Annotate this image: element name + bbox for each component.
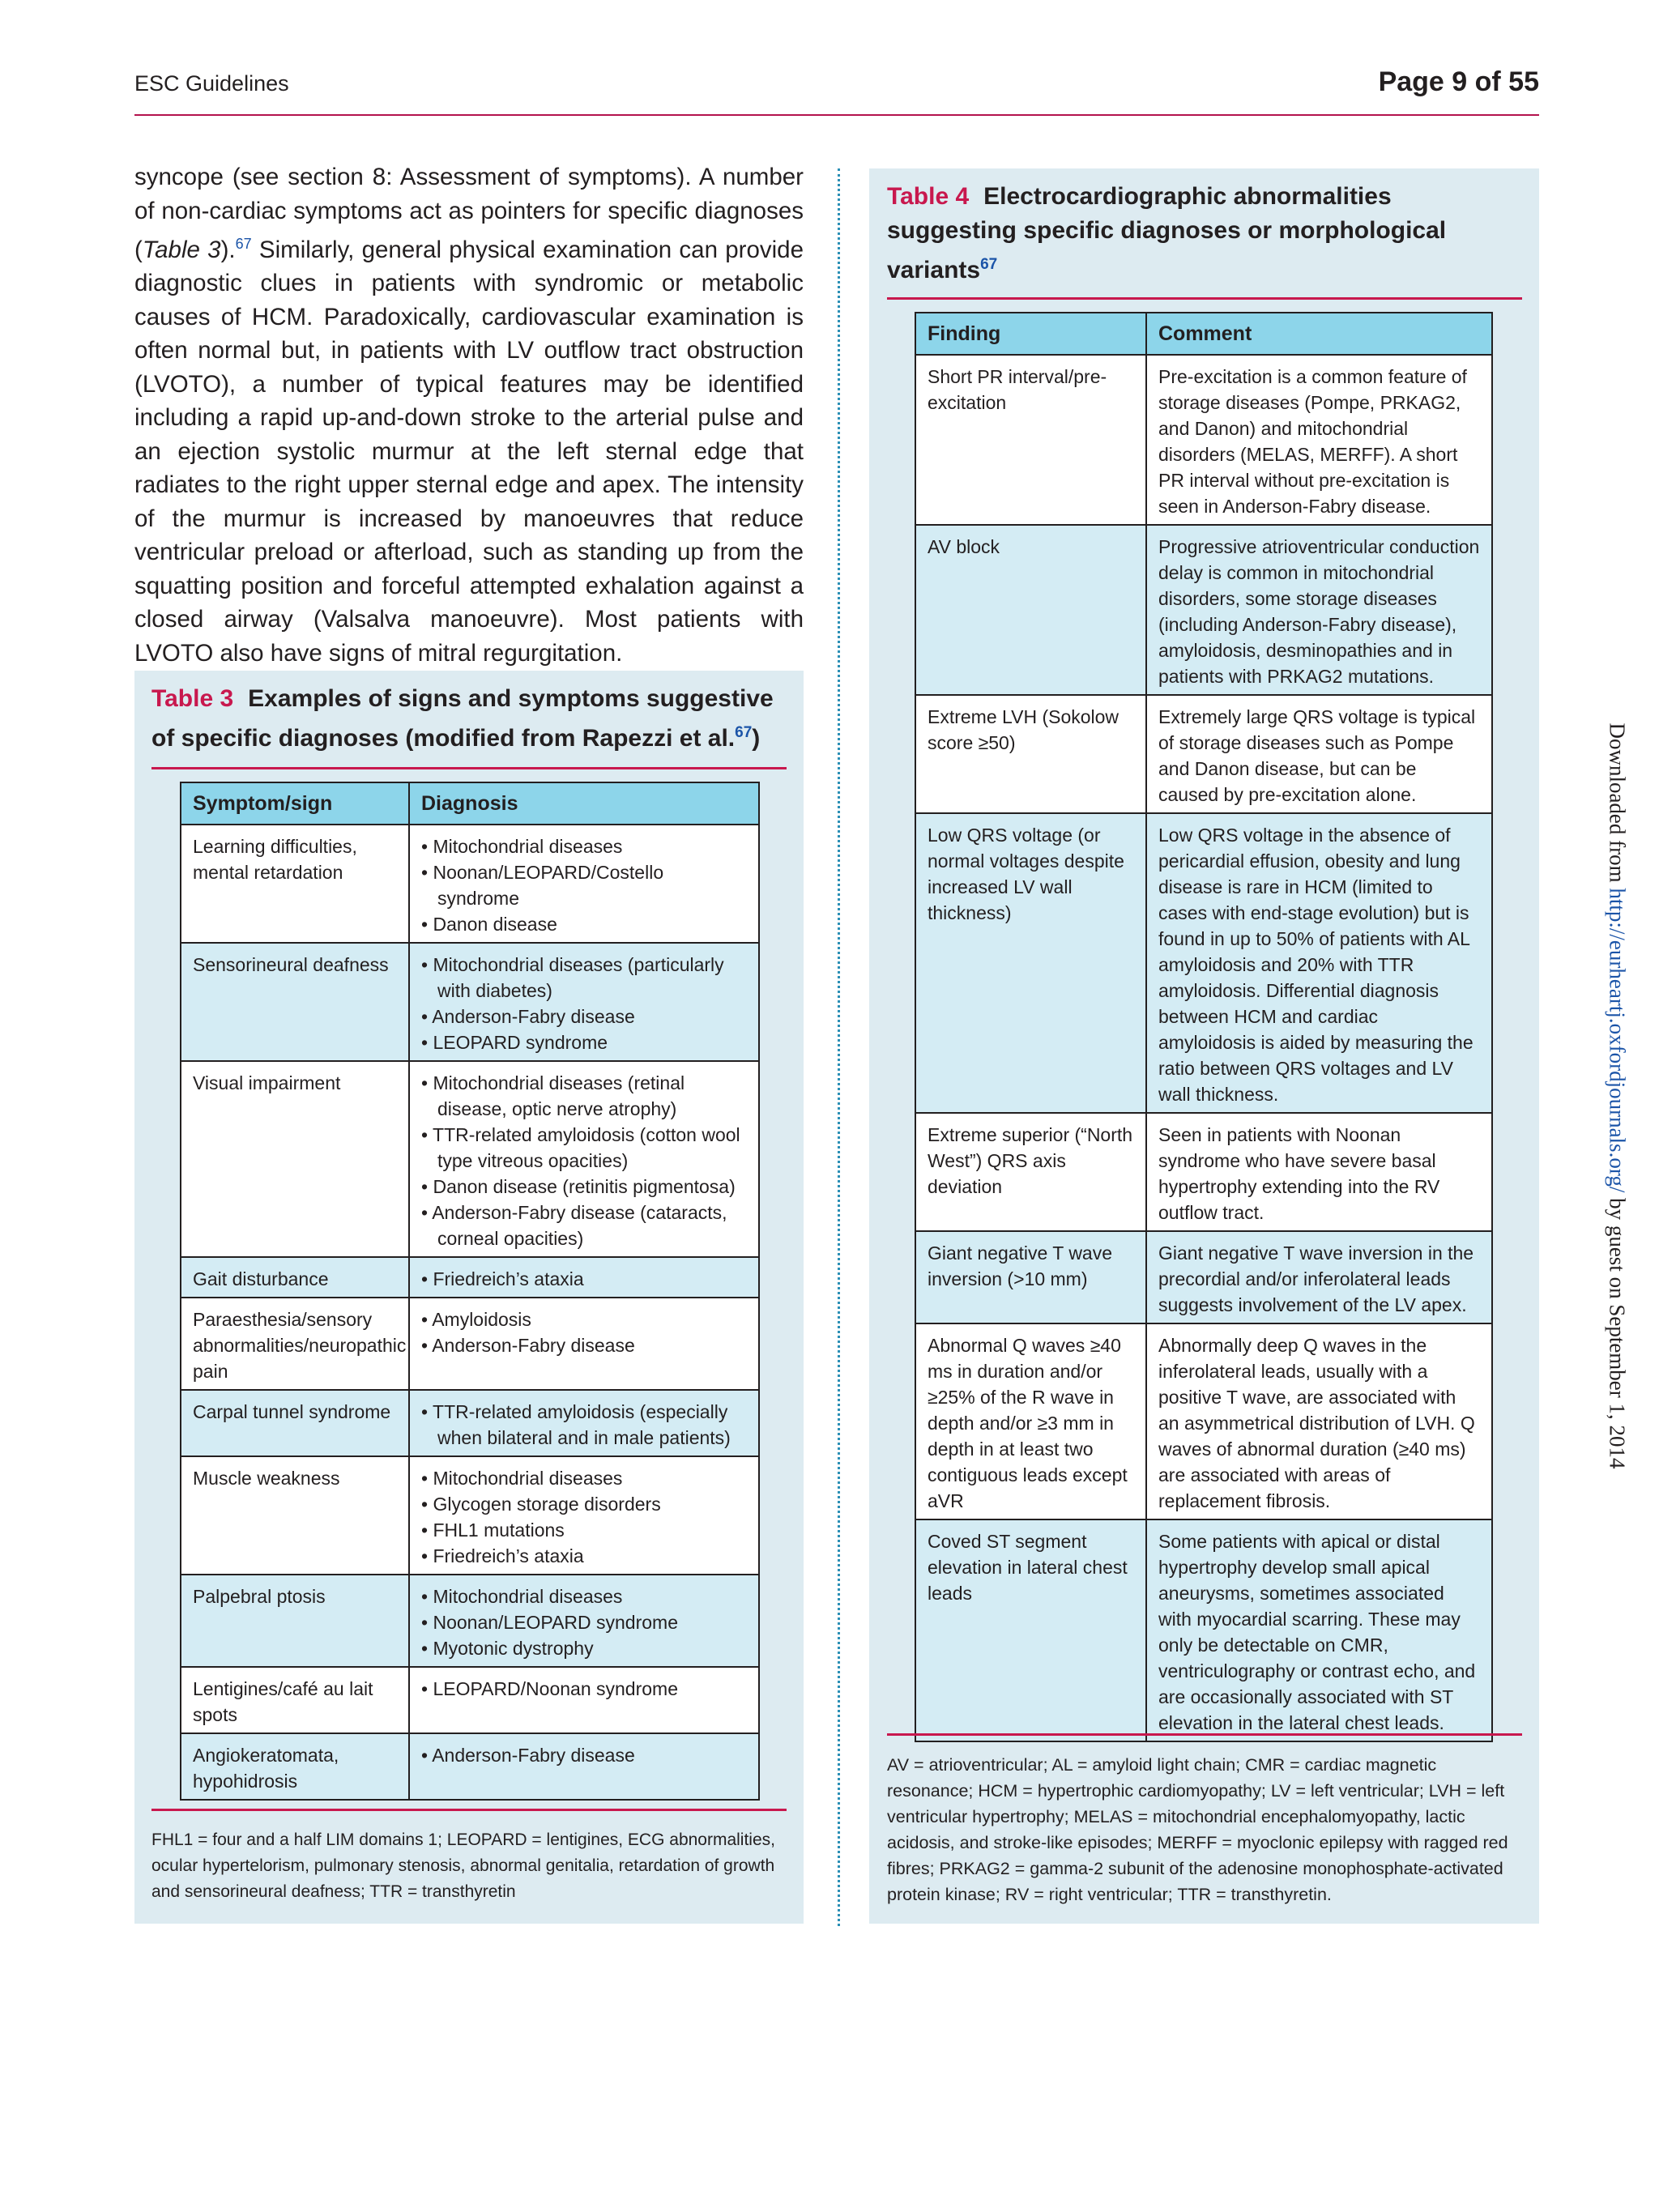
journal-name: ESC Guidelines [134, 71, 289, 96]
body-paragraph [134, 160, 804, 670]
table4-box [869, 168, 1539, 1924]
table-row [181, 825, 759, 943]
diagnosis-cell [409, 1257, 759, 1298]
diagnosis-cell [409, 1390, 759, 1456]
table-reference: Table 3 [142, 236, 221, 263]
table-row [181, 1667, 759, 1733]
comment-cell: Abnormally deep Q waves in the inferolateral leads, usually with a positive T wave, are associated with an asymmetrical distribution of LVH. Q waves of abnormal duration (≥40 ms) are associated with areas of replacement fibrosis. [1146, 1323, 1492, 1519]
symptom-cell: Visual impairment [181, 1061, 409, 1257]
table4-header-comment: Comment [1146, 313, 1492, 355]
table-row [915, 813, 1492, 1113]
comment-cell: Seen in patients with Noonan syndrome who have severe basal hypertrophy extending into the RV outflow tract. [1146, 1113, 1492, 1231]
diagnosis-item: • Anderson-Fabry disease [421, 1004, 747, 1029]
symptom-cell: Palpebral ptosis [181, 1575, 409, 1667]
table3-top-rule [151, 767, 787, 769]
table4-title-text: Electrocardiographic abnormalities suggesting specific diagnoses or morphological variants [887, 183, 1447, 283]
table-row [181, 1456, 759, 1575]
diagnosis-item: • TTR-related amyloidosis (especially when bilateral and in male patients) [421, 1399, 747, 1451]
header-rule [134, 114, 1539, 116]
diagnosis-cell [409, 943, 759, 1061]
symptom-cell: Gait disturbance [181, 1257, 409, 1298]
table-row [181, 1298, 759, 1390]
table-row [915, 1519, 1492, 1741]
table3-title-text: Examples of signs and symptoms suggestive of specific diagnoses (modified from Rapezzi et al. [151, 685, 774, 752]
finding-cell: Extreme superior (“North West”) QRS axis deviation [915, 1113, 1146, 1231]
diagnosis-cell [409, 1733, 759, 1800]
table3-header-diagnosis: Diagnosis [409, 782, 759, 825]
diagnosis-item: • Amyloidosis [421, 1306, 747, 1332]
diagnosis-item: • Danon disease [421, 911, 747, 937]
diagnosis-item: • Mitochondrial diseases [421, 833, 747, 859]
diagnosis-item: • FHL1 mutations [421, 1517, 747, 1543]
table4-header-finding: Finding [915, 313, 1146, 355]
table-row [915, 1113, 1492, 1231]
diagnosis-cell [409, 1298, 759, 1390]
table-row [915, 695, 1492, 813]
column-divider [838, 168, 840, 1926]
diagnosis-cell [409, 825, 759, 943]
page-number: Page 9 of 55 [1378, 66, 1539, 97]
table4-top-rule [887, 297, 1522, 300]
table4-title [887, 180, 1454, 288]
diagnosis-item: • LEOPARD syndrome [421, 1029, 747, 1055]
symptom-cell: Angiokeratomata, hypohidrosis [181, 1733, 409, 1800]
diagnosis-cell [409, 1667, 759, 1733]
finding-cell: Abnormal Q waves ≥40 ms in duration and/or ≥25% of the R wave in depth and/or ≥3 mm in depth in at least two contiguous leads except aVR [915, 1323, 1146, 1519]
finding-cell: AV block [915, 525, 1146, 695]
symptom-cell: Sensorineural deafness [181, 943, 409, 1061]
download-link[interactable]: http://eurheartj.oxfordjournals.org/ [1605, 888, 1630, 1193]
table3-number: Table 3 [151, 685, 234, 712]
table4-citation[interactable]: 67 [980, 256, 998, 273]
table-row [915, 1323, 1492, 1519]
diagnosis-cell [409, 1061, 759, 1257]
diagnosis-cell [409, 1456, 759, 1575]
table3 [180, 782, 760, 1801]
comment-cell: Progressive atrioventricular conduction delay is common in mitochondrial disorders, some storage diseases (including Anderson-Fabry disease), amyloidosis, desminopathies and in patients with PRKAG2 mutations. [1146, 525, 1492, 695]
diagnosis-item: • Friedreich’s ataxia [421, 1543, 747, 1569]
citation-link[interactable]: 67 [235, 236, 252, 252]
finding-cell: Short PR interval/pre-excitation [915, 355, 1146, 525]
diagnosis-item: • Anderson-Fabry disease [421, 1742, 747, 1768]
comment-cell: Low QRS voltage in the absence of pericardial effusion, obesity and lung disease is rare in HCM (limited to cases with end-stage evolution) but is found in up to 50% of patients with AL amyloidosis and 20% with TTR amyloidosis. Differential diagnosis between HCM and cardiac amyloidosis is aided by measuring the ratio between QRS voltages and LV wall thickness. [1146, 813, 1492, 1113]
diagnosis-item: • Anderson-Fabry disease (cataracts, corneal opacities) [421, 1200, 747, 1251]
table3-citation[interactable]: 67 [735, 724, 753, 741]
diagnosis-item: • Noonan/LEOPARD syndrome [421, 1609, 747, 1635]
table3-header-symptom: Symptom/sign [181, 782, 409, 825]
table4-bottom-rule [887, 1733, 1522, 1736]
finding-cell: Giant negative T wave inversion (>10 mm) [915, 1231, 1146, 1323]
table-row [181, 943, 759, 1061]
table-row [181, 1390, 759, 1456]
table3-box [134, 671, 804, 1924]
download-note-prefix: Downloaded from [1605, 722, 1630, 889]
comment-cell: Pre-excitation is a common feature of storage diseases (Pompe, PRKAG2, and Danon) and mitochondrial disorders (MELAS, MERFF). A short PR interval without pre-excitation is seen in Anderson-Fabry disease. [1146, 355, 1492, 525]
table3-footnote: FHL1 = four and a half LIM domains 1; LEOPARD = lentigines, ECG abnormalities, ocular hypertelorism, pulmonary stenosis, abnormal genitalia, retardation of growth and sensorineural deafness; TTR = transthyretin [151, 1831, 775, 1901]
finding-cell: Extreme LVH (Sokolow score ≥50) [915, 695, 1146, 813]
comment-cell: Extremely large QRS voltage is typical of storage diseases such as Pompe and Danon disease, but can be caused by pre-excitation alone. [1146, 695, 1492, 813]
table3-title [151, 682, 791, 756]
table-row [181, 1061, 759, 1257]
table4-footnote: AV = atrioventricular; AL = amyloid light chain; CMR = cardiac magnetic resonance; HCM = hypertrophic cardiomyopathy; LV = left ventricular; LVH = left ventricular hypertrophy; MELAS = mitochondrial encephalomyopathy, lactic acidosis, and stroke-like episodes; MERFF = myoclonic epilepsy with ragged red fibres; PRKAG2 = gamma-2 subunit of the adenosine monophosphate-activated protein kinase; RV = right ventricular; TTR = transthyretin. [887, 1755, 1508, 1904]
comment-cell: Some patients with apical or distal hypertrophy develop small apical aneurysms, sometimes associated with myocardial scarring. These may only be detectable on CMR, ventriculography or contrast echo, and are occasionally associated with ST elevation in the lateral chest leads. [1146, 1519, 1492, 1741]
diagnosis-item: • Mitochondrial diseases [421, 1583, 747, 1609]
diagnosis-item: • Danon disease (retinitis pigmentosa) [421, 1174, 747, 1200]
symptom-cell: Lentigines/café au lait spots [181, 1667, 409, 1733]
diagnosis-item: • Mitochondrial diseases (retinal disease, optic nerve atrophy) [421, 1070, 747, 1122]
symptom-cell: Muscle weakness [181, 1456, 409, 1575]
body-text-rest: Similarly, general physical examination can provide diagnostic clues in patients with syndromic or metabolic causes of HCM. Paradoxically, cardiovascular examination is often normal but, in patients with LV outflow tract obstruction (LVOTO), a number of typical features may be identified including a rapid up-and-down stroke to the arterial pulse and an ejection systolic murmur at the left sternal edge that radiates to the right upper sternal edge and apex. The intensity of the murmur is increased by manoeuvres that reduce ventricular preload or afterload, such as standing up from the squatting position and forceful attempted exhalation against a closed airway (Valsalva manoeuvre). Most patients with LVOTO also have signs of mitral regurgitation. [134, 236, 804, 667]
table4-number: Table 4 [887, 183, 970, 210]
diagnosis-item: • Noonan/LEOPARD/Costello syndrome [421, 859, 747, 911]
finding-cell: Coved ST segment elevation in lateral chest leads [915, 1519, 1146, 1741]
symptom-cell: Learning difficulties, mental retardation [181, 825, 409, 943]
symptom-cell: Paraesthesia/sensory abnormalities/neuropathic pain [181, 1298, 409, 1390]
table3-title-end: ) [752, 725, 761, 752]
diagnosis-cell [409, 1575, 759, 1667]
finding-cell: Low QRS voltage (or normal voltages despite increased LV wall thickness) [915, 813, 1146, 1113]
table-row [181, 1575, 759, 1667]
diagnosis-item: • Myotonic dystrophy [421, 1635, 747, 1661]
symptom-cell: Carpal tunnel syndrome [181, 1390, 409, 1456]
diagnosis-item: • Friedreich’s ataxia [421, 1266, 747, 1292]
diagnosis-item: • Anderson-Fabry disease [421, 1332, 747, 1358]
diagnosis-item: • Mitochondrial diseases (particularly with diabetes) [421, 952, 747, 1004]
table3-bottom-rule [151, 1809, 787, 1811]
download-note [1605, 722, 1630, 1468]
table-row [915, 1231, 1492, 1323]
table-row [181, 1257, 759, 1298]
body-text-start: syncope (see section 8: Assessment of symptoms). A number of non-cardiac symptoms act as pointers for specific diagnoses ( [134, 164, 804, 263]
table-row [915, 355, 1492, 525]
diagnosis-item: • Mitochondrial diseases [421, 1465, 747, 1491]
download-note-suffix: by guest on September 1, 2014 [1605, 1192, 1630, 1469]
table4 [915, 312, 1493, 1742]
body-text-close: ). [220, 236, 236, 263]
diagnosis-item: • LEOPARD/Noonan syndrome [421, 1676, 747, 1702]
table-row [915, 525, 1492, 695]
diagnosis-item: • TTR-related amyloidosis (cotton wool type vitreous opacities) [421, 1122, 747, 1174]
comment-cell: Giant negative T wave inversion in the precordial and/or inferolateral leads suggests involvement of the LV apex. [1146, 1231, 1492, 1323]
table-row [181, 1733, 759, 1800]
diagnosis-item: • Glycogen storage disorders [421, 1491, 747, 1517]
